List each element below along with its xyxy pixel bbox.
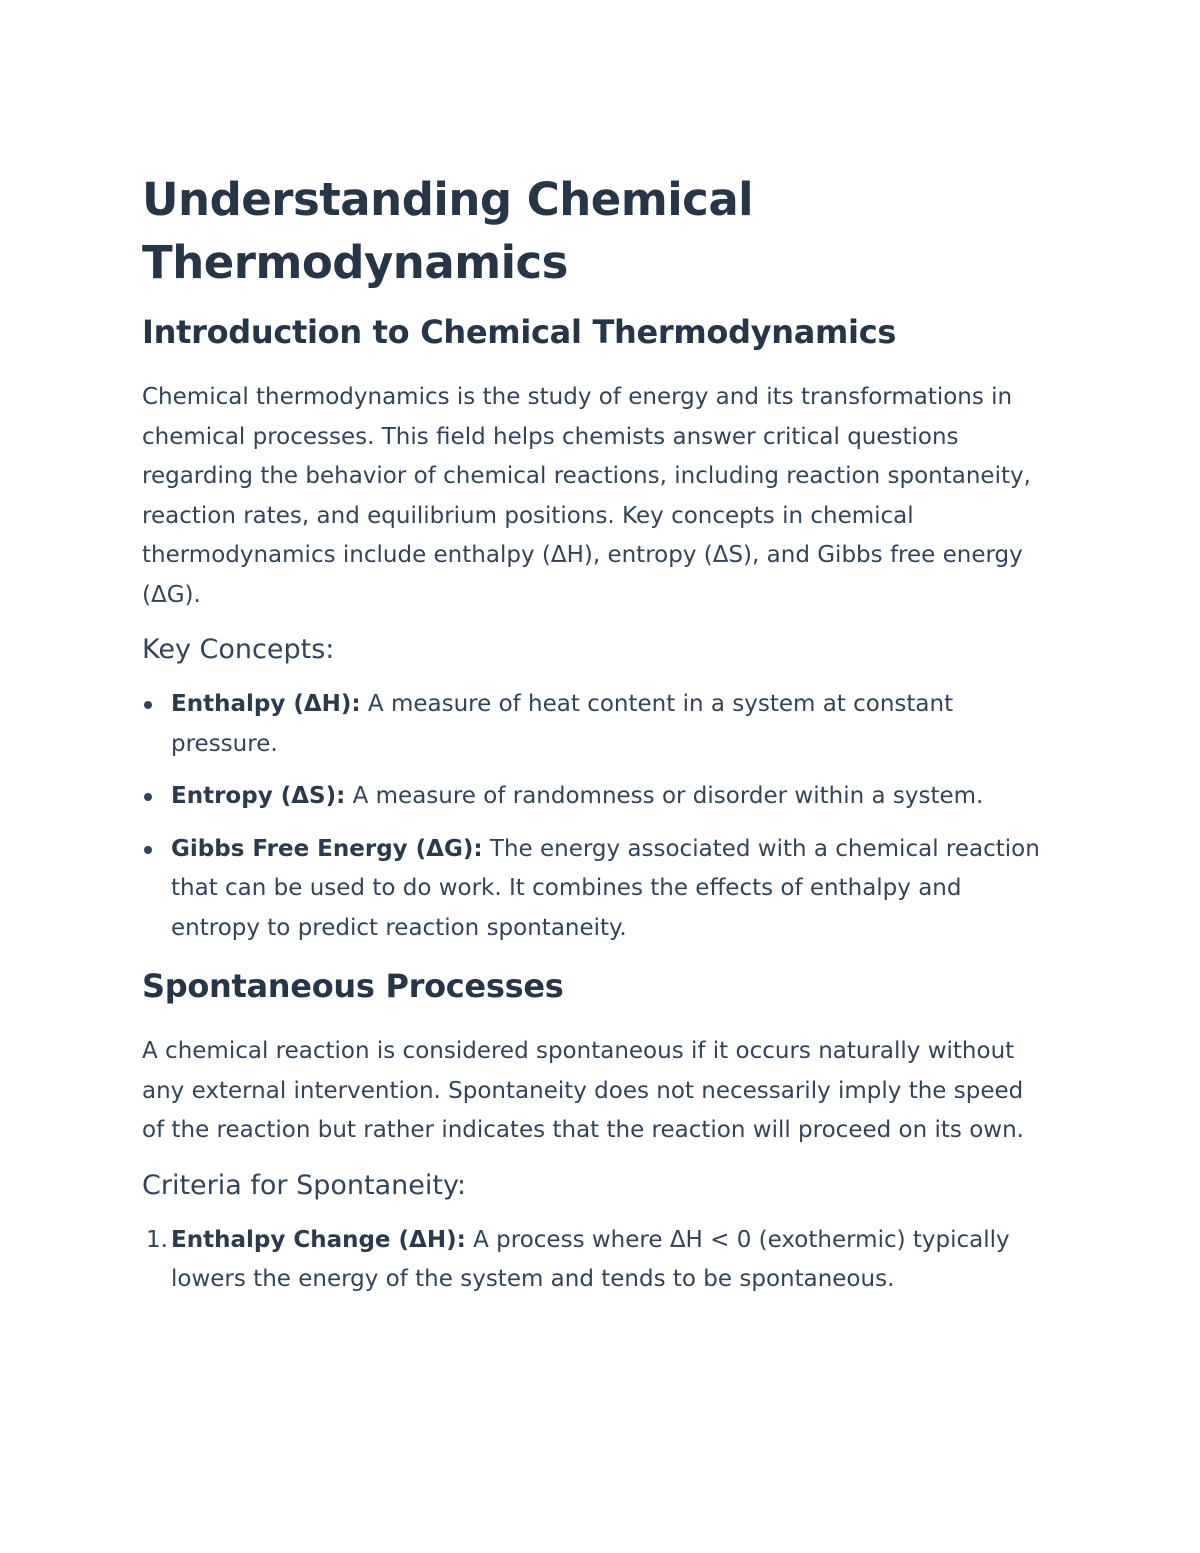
list-item	[142, 685, 1052, 764]
criteria-description: A process where ΔH < 0 (exothermic) typically lowers the energy of the system and tends to be spontaneous.	[171, 1226, 1010, 1292]
bullet-icon	[144, 793, 152, 801]
bullet-icon	[144, 846, 152, 854]
criteria-term: Enthalpy Change (ΔH):	[171, 1226, 466, 1253]
spontaneous-processes-paragraph: A chemical reaction is considered spontaneous if it occurs naturally without any external intervention. Spontaneity does not necessarily imply the speed of the reaction but rather indicates that the reaction will proceed on its own.	[142, 1038, 1024, 1143]
section-heading-spontaneous-processes: Spontaneous Processes	[142, 967, 564, 1005]
key-concepts-list	[142, 685, 1052, 948]
document-page	[142, 168, 1052, 1300]
concept-description: The energy associated with a chemical reaction that can be used to do work. It combines the effects of enthalpy and entropy to predict reaction spontaneity.	[171, 835, 1040, 941]
list-item	[142, 1221, 1052, 1300]
introduction-paragraph: Chemical thermodynamics is the study of energy and its transformations in chemical processes. This field helps chemists answer critical questions regarding the behavior of chemical reactions, including reaction spontaneity, reaction rates, and equilibrium positions. Key concepts in chemical thermodynamics include enthalpy (ΔH), entropy (ΔS), and Gibbs free energy (ΔG).	[142, 384, 1031, 608]
concept-description: A measure of randomness or disorder within a system.	[345, 783, 984, 809]
criteria-list	[142, 1221, 1052, 1300]
list-item	[142, 830, 1052, 949]
bullet-icon	[144, 701, 152, 709]
concept-term: Gibbs Free Energy (ΔG):	[171, 835, 483, 862]
concept-term: Enthalpy (ΔH):	[171, 691, 361, 717]
concept-description: A measure of heat content in a system at constant pressure.	[171, 691, 954, 757]
list-item	[142, 777, 1052, 817]
subheading-criteria: Criteria for Spontaneity:	[142, 1169, 467, 1201]
concept-term: Entropy (ΔS):	[171, 783, 346, 809]
list-number: 1.	[146, 1226, 168, 1253]
page-title: Understanding Chemical Thermodynamics	[142, 173, 754, 289]
section-heading-introduction: Introduction to Chemical Thermodynamics	[142, 313, 897, 351]
subheading-key-concepts: Key Concepts:	[142, 634, 335, 665]
